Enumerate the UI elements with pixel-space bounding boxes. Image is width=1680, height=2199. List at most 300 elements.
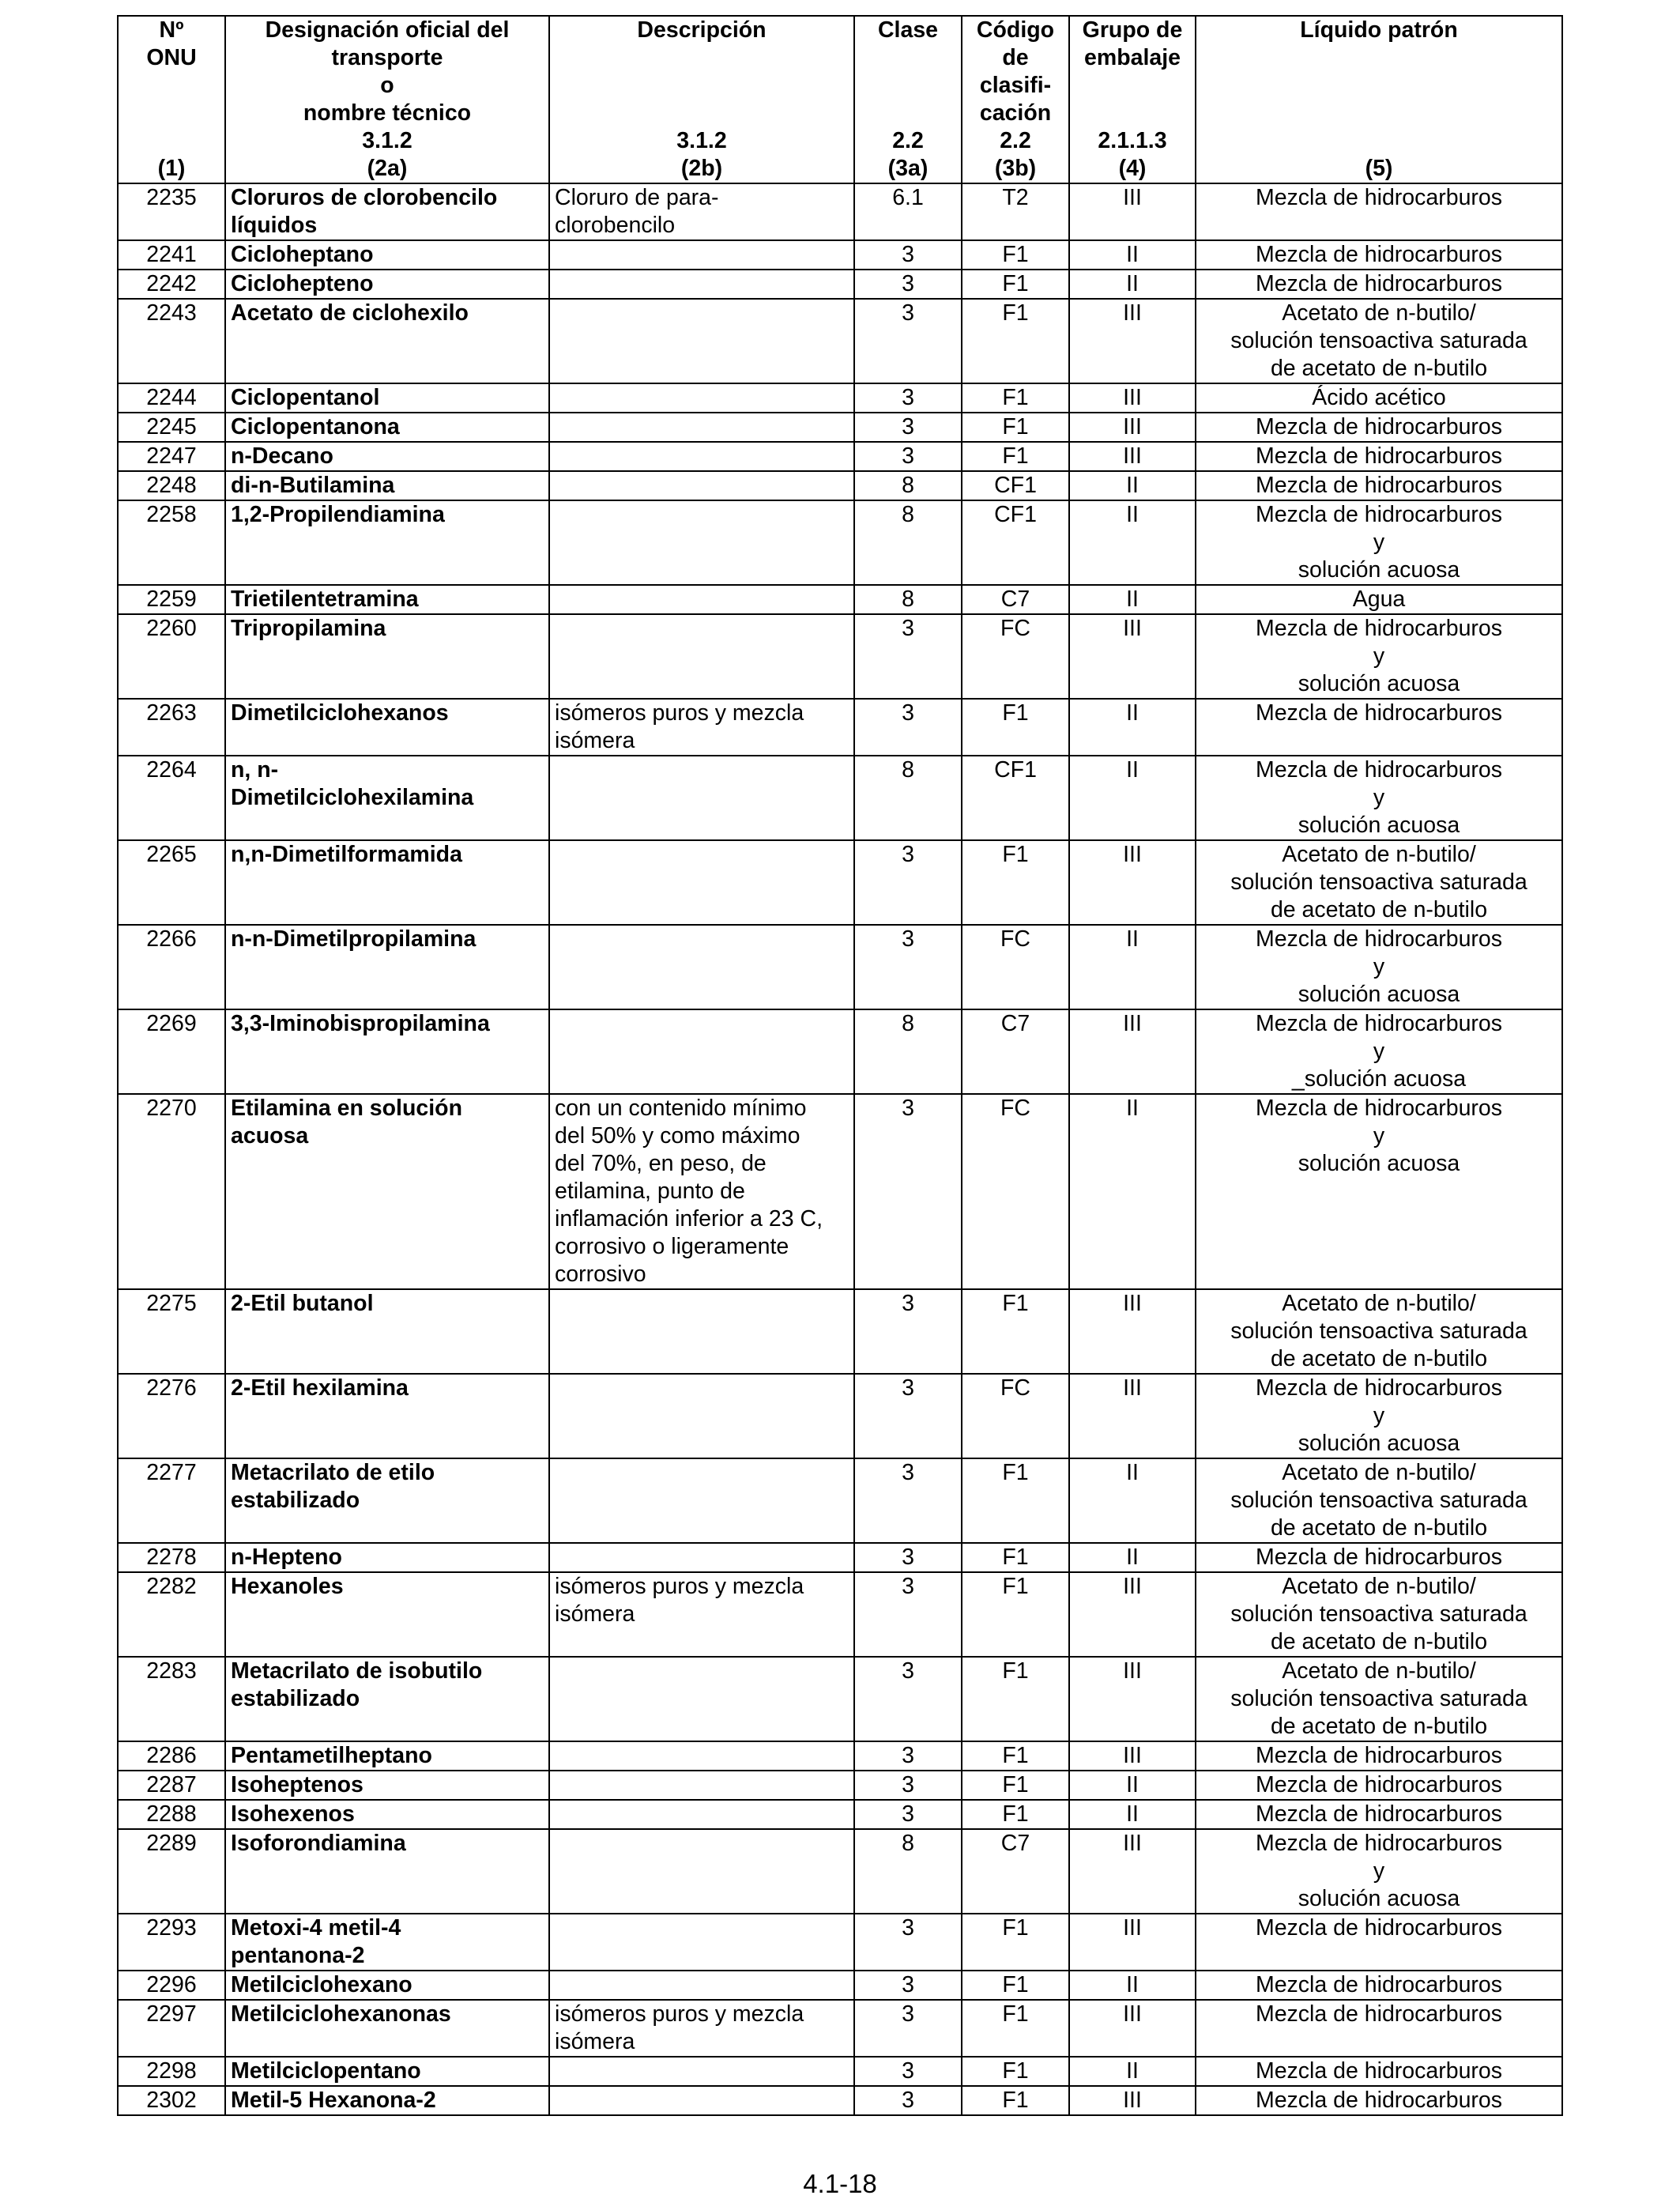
header-line: transporte xyxy=(331,45,443,70)
description-cell xyxy=(549,1771,854,1800)
reference-liquid-cell xyxy=(1196,1009,1562,1094)
header-line: clasifi- xyxy=(979,73,1052,98)
reference-liquid-cell xyxy=(1196,1971,1562,2000)
description-cell xyxy=(549,840,854,925)
description-cell xyxy=(549,1741,854,1771)
packing-group-cell: II xyxy=(1069,1458,1196,1543)
reference-liquid-cell xyxy=(1196,500,1562,585)
packing-group-cell: II xyxy=(1069,756,1196,840)
classification-code-cell: C7 xyxy=(962,1009,1069,1094)
un-number-cell: 2287 xyxy=(118,1771,225,1800)
designation-cell-line: Isohexenos xyxy=(231,1801,355,1827)
designation-cell xyxy=(225,1094,549,1289)
class-cell: 3 xyxy=(854,2057,962,2086)
reference-liquid-cell-line: Mezcla de hidrocarburos xyxy=(1255,502,1503,527)
description-cell-line: corrosivo o ligeramente xyxy=(555,1234,789,1259)
reference-liquid-cell-line: Mezcla de hidrocarburos xyxy=(1255,2001,1503,2027)
header-line: 3.1.2 xyxy=(676,128,727,153)
header-line: cación xyxy=(979,100,1052,126)
classification-code-cell: F1 xyxy=(962,270,1069,299)
un-number-cell: 2242 xyxy=(118,270,225,299)
description-cell xyxy=(549,699,854,756)
classification-code-cell: F1 xyxy=(962,1657,1069,1741)
classification-code-cell: F1 xyxy=(962,1572,1069,1657)
description-cell xyxy=(549,1800,854,1829)
header-designation xyxy=(225,16,549,183)
classification-code-cell: F1 xyxy=(962,840,1069,925)
table-row xyxy=(118,299,1562,383)
reference-liquid-cell xyxy=(1196,270,1562,299)
table-row xyxy=(118,1009,1562,1094)
class-cell: 8 xyxy=(854,1829,962,1914)
reference-liquid-cell-line: solución acuosa xyxy=(1298,1431,1460,1456)
reference-liquid-cell-line: solución tensoactiva saturada xyxy=(1230,1601,1527,1627)
header-spacer xyxy=(860,100,956,127)
packing-group-cell: III xyxy=(1069,413,1196,442)
un-number-cell: 2283 xyxy=(118,1657,225,1741)
classification-code-cell: F1 xyxy=(962,1289,1069,1374)
reference-liquid-cell-line: Mezcla de hidrocarburos xyxy=(1255,1375,1503,1401)
header-line: 3.1.2 xyxy=(362,128,412,153)
header-line: (3a) xyxy=(887,156,929,181)
description-cell xyxy=(549,756,854,840)
table-row xyxy=(118,442,1562,471)
packing-group-cell: III xyxy=(1069,1914,1196,1971)
table-row xyxy=(118,585,1562,614)
header-class xyxy=(854,16,962,183)
description-cell-line: isómera xyxy=(555,1601,635,1627)
reference-liquid-cell-line: Mezcla de hidrocarburos xyxy=(1255,1801,1503,1827)
classification-code-cell: F1 xyxy=(962,1458,1069,1543)
reference-liquid-cell-line: solución acuosa xyxy=(1298,982,1460,1007)
reference-liquid-cell-line: Mezcla de hidrocarburos xyxy=(1255,242,1503,267)
un-number-cell: 2282 xyxy=(118,1572,225,1657)
un-number-cell: 2245 xyxy=(118,413,225,442)
description-cell xyxy=(549,183,854,240)
header-line: 2.1.1.3 xyxy=(1098,128,1167,153)
designation-cell-line: Metilciclohexano xyxy=(231,1972,412,1997)
header-spacer xyxy=(555,72,849,100)
reference-liquid-cell-line: Mezcla de hidrocarburos xyxy=(1255,700,1503,726)
class-cell: 3 xyxy=(854,1094,962,1289)
packing-group-cell: II xyxy=(1069,925,1196,1009)
classification-code-cell: FC xyxy=(962,614,1069,699)
packing-group-cell: II xyxy=(1069,471,1196,500)
reference-liquid-cell xyxy=(1196,925,1562,1009)
designation-cell xyxy=(225,500,549,585)
reference-liquid-cell-line: Agua xyxy=(1352,587,1406,612)
designation-cell-line: di-n-Butilamina xyxy=(231,473,395,498)
description-cell xyxy=(549,1009,854,1094)
un-number-cell: 2269 xyxy=(118,1009,225,1094)
classification-code-cell: F1 xyxy=(962,1971,1069,2000)
un-number-cell: 2258 xyxy=(118,500,225,585)
packing-group-cell: II xyxy=(1069,240,1196,270)
reference-liquid-cell-line: y xyxy=(1373,1039,1385,1064)
reference-liquid-cell-line: solución tensoactiva saturada xyxy=(1230,1488,1527,1513)
un-number-cell: 2264 xyxy=(118,756,225,840)
packing-group-cell: II xyxy=(1069,1094,1196,1289)
designation-cell-line: Etilamina en solución xyxy=(231,1096,462,1121)
classification-code-cell: C7 xyxy=(962,585,1069,614)
header-reference-liquid xyxy=(1196,16,1562,183)
designation-cell-line: Isoheptenos xyxy=(231,1772,363,1797)
designation-cell xyxy=(225,1829,549,1914)
table-row xyxy=(118,413,1562,442)
table-row xyxy=(118,1657,1562,1741)
reference-liquid-cell-line: solución acuosa xyxy=(1298,813,1460,838)
table-row xyxy=(118,925,1562,1009)
reference-liquid-cell xyxy=(1196,1657,1562,1741)
packing-group-cell: II xyxy=(1069,1800,1196,1829)
header-spacer xyxy=(1201,127,1557,155)
class-cell: 3 xyxy=(854,270,962,299)
un-number-cell: 2288 xyxy=(118,1800,225,1829)
reference-liquid-cell xyxy=(1196,1914,1562,1971)
designation-cell-line: Cloruros de clorobencilo xyxy=(231,185,498,210)
designation-cell xyxy=(225,442,549,471)
un-number-cell: 2302 xyxy=(118,2086,225,2115)
reference-liquid-cell xyxy=(1196,1800,1562,1829)
designation-cell xyxy=(225,1971,549,2000)
reference-liquid-cell-line: y xyxy=(1373,785,1385,810)
classification-code-cell: FC xyxy=(962,925,1069,1009)
description-cell xyxy=(549,2086,854,2115)
header-line: embalaje xyxy=(1084,45,1181,70)
description-cell-line: del 70%, en peso, de xyxy=(555,1151,767,1176)
class-cell: 3 xyxy=(854,442,962,471)
designation-cell-line: Ciclohepteno xyxy=(231,271,374,296)
description-cell-line: corrosivo xyxy=(555,1262,646,1287)
header-line: Designación oficial del xyxy=(265,17,510,43)
description-cell-line: con un contenido mínimo xyxy=(555,1096,807,1121)
designation-cell-line: Trietilentetramina xyxy=(231,587,419,612)
description-cell xyxy=(549,1094,854,1289)
packing-group-cell: III xyxy=(1069,183,1196,240)
table-row xyxy=(118,1374,1562,1458)
un-number-cell: 2278 xyxy=(118,1543,225,1572)
class-cell: 8 xyxy=(854,500,962,585)
reference-liquid-cell xyxy=(1196,585,1562,614)
designation-cell xyxy=(225,1657,549,1741)
header-spacer xyxy=(555,100,849,127)
reference-liquid-cell-line: Acetato de n-butilo/ xyxy=(1282,1460,1476,1485)
reference-liquid-cell-line: Mezcla de hidrocarburos xyxy=(1255,1096,1503,1121)
reference-liquid-cell-line: Acetato de n-butilo/ xyxy=(1282,1574,1476,1599)
designation-cell xyxy=(225,299,549,383)
reference-liquid-cell-line: de acetato de n-butilo xyxy=(1270,897,1488,922)
header-description xyxy=(549,16,854,183)
table-row xyxy=(118,756,1562,840)
header-onu xyxy=(118,16,225,183)
designation-cell xyxy=(225,183,549,240)
reference-liquid-cell-line: y xyxy=(1373,1123,1385,1149)
classification-code-cell: F1 xyxy=(962,2057,1069,2086)
designation-cell xyxy=(225,1572,549,1657)
un-number-cell: 2293 xyxy=(118,1914,225,1971)
reference-liquid-cell-line: Mezcla de hidrocarburos xyxy=(1255,1972,1503,1997)
reference-liquid-cell-line: Mezcla de hidrocarburos xyxy=(1255,473,1503,498)
description-cell xyxy=(549,614,854,699)
packing-group-cell: III xyxy=(1069,383,1196,413)
reference-liquid-cell xyxy=(1196,1572,1562,1657)
header-spacer xyxy=(1075,72,1190,100)
table-row xyxy=(118,471,1562,500)
designation-cell xyxy=(225,925,549,1009)
classification-code-cell: F1 xyxy=(962,299,1069,383)
designation-cell xyxy=(225,1771,549,1800)
reference-liquid-cell-line: Mezcla de hidrocarburos xyxy=(1255,185,1503,210)
reference-liquid-cell xyxy=(1196,1458,1562,1543)
un-number-cell: 2275 xyxy=(118,1289,225,1374)
designation-cell xyxy=(225,2057,549,2086)
classification-code-cell: CF1 xyxy=(962,471,1069,500)
designation-cell xyxy=(225,1543,549,1572)
reference-liquid-cell-line: solución tensoactiva saturada xyxy=(1230,1686,1527,1711)
designation-cell-line: pentanona-2 xyxy=(231,1943,365,1968)
designation-cell xyxy=(225,699,549,756)
reference-liquid-cell-line: y xyxy=(1373,1858,1385,1884)
reference-liquid-cell-line: de acetato de n-butilo xyxy=(1270,1515,1488,1541)
table-row xyxy=(118,2057,1562,2086)
reference-liquid-cell xyxy=(1196,413,1562,442)
reference-liquid-cell-line: Mezcla de hidrocarburos xyxy=(1255,1011,1503,1036)
classification-code-cell: C7 xyxy=(962,1829,1069,1914)
packing-group-cell: III xyxy=(1069,299,1196,383)
description-cell-line: clorobencilo xyxy=(555,213,676,238)
class-cell: 3 xyxy=(854,614,962,699)
class-cell: 3 xyxy=(854,1572,962,1657)
reference-liquid-cell xyxy=(1196,299,1562,383)
table-row xyxy=(118,1800,1562,1829)
class-cell: 8 xyxy=(854,471,962,500)
designation-cell xyxy=(225,240,549,270)
packing-group-cell: II xyxy=(1069,2057,1196,2086)
class-cell: 3 xyxy=(854,2000,962,2057)
reference-liquid-cell-line: Mezcla de hidrocarburos xyxy=(1255,1772,1503,1797)
class-cell: 3 xyxy=(854,1914,962,1971)
header-spacer xyxy=(1201,44,1557,72)
header-line: (5) xyxy=(1365,156,1393,181)
description-cell xyxy=(549,2000,854,2057)
header-spacer xyxy=(860,72,956,100)
reference-liquid-cell xyxy=(1196,1543,1562,1572)
header-spacer xyxy=(123,100,220,127)
class-cell: 8 xyxy=(854,585,962,614)
description-cell xyxy=(549,442,854,471)
reference-liquid-cell-line: Mezcla de hidrocarburos xyxy=(1255,1743,1503,1768)
description-cell xyxy=(549,925,854,1009)
reference-liquid-cell-line: Mezcla de hidrocarburos xyxy=(1255,1545,1503,1570)
un-number-cell: 2298 xyxy=(118,2057,225,2086)
classification-code-cell: F1 xyxy=(962,1771,1069,1800)
un-number-cell: 2235 xyxy=(118,183,225,240)
designation-cell xyxy=(225,1289,549,1374)
description-cell xyxy=(549,2057,854,2086)
reference-liquid-cell-line: de acetato de n-butilo xyxy=(1270,1714,1488,1739)
designation-cell-line: Metilciclopentano xyxy=(231,2058,421,2084)
un-number-cell: 2248 xyxy=(118,471,225,500)
header-line: nombre técnico xyxy=(303,100,472,126)
reference-liquid-cell-line: Mezcla de hidrocarburos xyxy=(1255,2088,1503,2113)
packing-group-cell: III xyxy=(1069,1829,1196,1914)
un-number-cell: 2276 xyxy=(118,1374,225,1458)
reference-liquid-cell xyxy=(1196,383,1562,413)
class-cell: 3 xyxy=(854,1289,962,1374)
packing-group-cell: III xyxy=(1069,1009,1196,1094)
designation-cell-line: Metilciclohexanonas xyxy=(231,2001,451,2027)
reference-liquid-cell xyxy=(1196,442,1562,471)
reference-liquid-cell-line: Mezcla de hidrocarburos xyxy=(1255,757,1503,783)
reference-liquid-cell xyxy=(1196,1094,1562,1289)
table-row xyxy=(118,699,1562,756)
designation-cell-line: n-Hepteno xyxy=(231,1545,342,1570)
designation-cell xyxy=(225,1009,549,1094)
header-line: Grupo de xyxy=(1082,17,1183,43)
designation-cell-line: 2-Etil hexilamina xyxy=(231,1375,409,1401)
designation-cell-line: n-Decano xyxy=(231,443,333,469)
header-line: Código xyxy=(976,17,1055,43)
class-cell: 3 xyxy=(854,383,962,413)
description-cell xyxy=(549,1572,854,1657)
description-cell xyxy=(549,270,854,299)
header-packing-group xyxy=(1069,16,1196,183)
designation-cell-line: n,n-Dimetilformamida xyxy=(231,842,462,867)
table-row xyxy=(118,1458,1562,1543)
designation-cell-line: Dimetilciclohexanos xyxy=(231,700,449,726)
table-row xyxy=(118,1289,1562,1374)
designation-cell-line: Tripropilamina xyxy=(231,616,386,641)
designation-cell xyxy=(225,614,549,699)
designation-cell xyxy=(225,471,549,500)
reference-liquid-cell-line: solución acuosa xyxy=(1298,1151,1460,1176)
header-line: o xyxy=(380,73,394,98)
description-cell-line: del 50% y como máximo xyxy=(555,1123,800,1149)
designation-cell-line: Metacrilato de isobutilo xyxy=(231,1658,483,1684)
header-line: Nº xyxy=(159,17,184,43)
table-row xyxy=(118,270,1562,299)
description-cell xyxy=(549,299,854,383)
classification-code-cell: CF1 xyxy=(962,756,1069,840)
packing-group-cell: III xyxy=(1069,2000,1196,2057)
packing-group-cell: II xyxy=(1069,500,1196,585)
header-line: (2b) xyxy=(680,156,723,181)
reference-liquid-cell-line: Mezcla de hidrocarburos xyxy=(1255,271,1503,296)
table-body xyxy=(118,183,1562,2115)
designation-cell xyxy=(225,270,549,299)
description-cell-line: etilamina, punto de xyxy=(555,1179,745,1204)
class-cell: 3 xyxy=(854,699,962,756)
class-cell: 3 xyxy=(854,1971,962,2000)
class-cell: 3 xyxy=(854,1771,962,1800)
class-cell: 3 xyxy=(854,1543,962,1572)
reference-liquid-cell-line: solución tensoactiva saturada xyxy=(1230,869,1527,895)
header-line: Descripción xyxy=(637,17,767,43)
description-cell-line: isómera xyxy=(555,2029,635,2054)
class-cell: 8 xyxy=(854,756,962,840)
table-row xyxy=(118,383,1562,413)
class-cell: 3 xyxy=(854,1657,962,1741)
un-number-cell: 2270 xyxy=(118,1094,225,1289)
reference-liquid-cell-line: Acetato de n-butilo/ xyxy=(1282,1658,1476,1684)
header-spacer xyxy=(860,44,956,72)
packing-group-cell: II xyxy=(1069,1771,1196,1800)
un-number-cell: 2297 xyxy=(118,2000,225,2057)
un-number-cell: 2265 xyxy=(118,840,225,925)
classification-code-cell: F1 xyxy=(962,699,1069,756)
reference-liquid-cell-line: de acetato de n-butilo xyxy=(1270,1629,1488,1654)
page-number: 4.1-18 xyxy=(803,2169,877,2198)
designation-cell-line: n, n- xyxy=(231,757,279,783)
table-row xyxy=(118,1829,1562,1914)
un-number-cell: 2277 xyxy=(118,1458,225,1543)
reference-liquid-cell xyxy=(1196,1829,1562,1914)
reference-liquid-cell xyxy=(1196,2000,1562,2057)
un-number-cell: 2286 xyxy=(118,1741,225,1771)
un-number-cell: 2247 xyxy=(118,442,225,471)
table-row xyxy=(118,240,1562,270)
un-number-cell: 2296 xyxy=(118,1971,225,2000)
class-cell: 3 xyxy=(854,840,962,925)
packing-group-cell: III xyxy=(1069,614,1196,699)
reference-liquid-cell xyxy=(1196,614,1562,699)
reference-liquid-cell xyxy=(1196,1771,1562,1800)
designation-cell-line: Isoforondiamina xyxy=(231,1831,406,1856)
header-line: Líquido patrón xyxy=(1300,17,1458,43)
table-row xyxy=(118,183,1562,240)
packing-group-cell: II xyxy=(1069,1543,1196,1572)
designation-cell-line: Metacrilato de etilo xyxy=(231,1460,435,1485)
un-number-cell: 2289 xyxy=(118,1829,225,1914)
reference-liquid-cell-line: de acetato de n-butilo xyxy=(1270,356,1488,381)
reference-liquid-cell-line: Mezcla de hidrocarburos xyxy=(1255,616,1503,641)
class-cell: 3 xyxy=(854,2086,962,2115)
table-row xyxy=(118,1572,1562,1657)
header-line: Clase xyxy=(877,17,939,43)
packing-group-cell: III xyxy=(1069,1657,1196,1741)
designation-cell-line: 1,2-Propilendiamina xyxy=(231,502,445,527)
reference-liquid-cell-line: Mezcla de hidrocarburos xyxy=(1255,926,1503,952)
table-row xyxy=(118,500,1562,585)
classification-code-cell: F1 xyxy=(962,240,1069,270)
reference-liquid-cell-line: solución acuosa xyxy=(1298,1886,1460,1911)
packing-group-cell: III xyxy=(1069,840,1196,925)
description-cell xyxy=(549,240,854,270)
reference-liquid-cell-line: _solución acuosa xyxy=(1291,1066,1467,1092)
packing-group-cell: III xyxy=(1069,1374,1196,1458)
designation-cell xyxy=(225,2000,549,2057)
table-row xyxy=(118,1914,1562,1971)
table-row xyxy=(118,2086,1562,2115)
un-number-cell: 2266 xyxy=(118,925,225,1009)
reference-liquid-cell-line: y xyxy=(1373,1403,1385,1428)
classification-code-cell: F1 xyxy=(962,2086,1069,2115)
packing-group-cell: III xyxy=(1069,1572,1196,1657)
designation-cell xyxy=(225,1914,549,1971)
table-row xyxy=(118,2000,1562,2057)
reference-liquid-cell-line: Acetato de n-butilo/ xyxy=(1282,300,1476,326)
class-cell: 3 xyxy=(854,1374,962,1458)
packing-group-cell: III xyxy=(1069,1289,1196,1374)
designation-cell xyxy=(225,1800,549,1829)
reference-liquid-cell xyxy=(1196,240,1562,270)
reference-liquid-cell xyxy=(1196,1289,1562,1374)
designation-cell-line: Ciclopentanol xyxy=(231,385,380,410)
un-number-cell: 2263 xyxy=(118,699,225,756)
packing-group-cell: II xyxy=(1069,699,1196,756)
designation-cell xyxy=(225,413,549,442)
description-cell xyxy=(549,383,854,413)
